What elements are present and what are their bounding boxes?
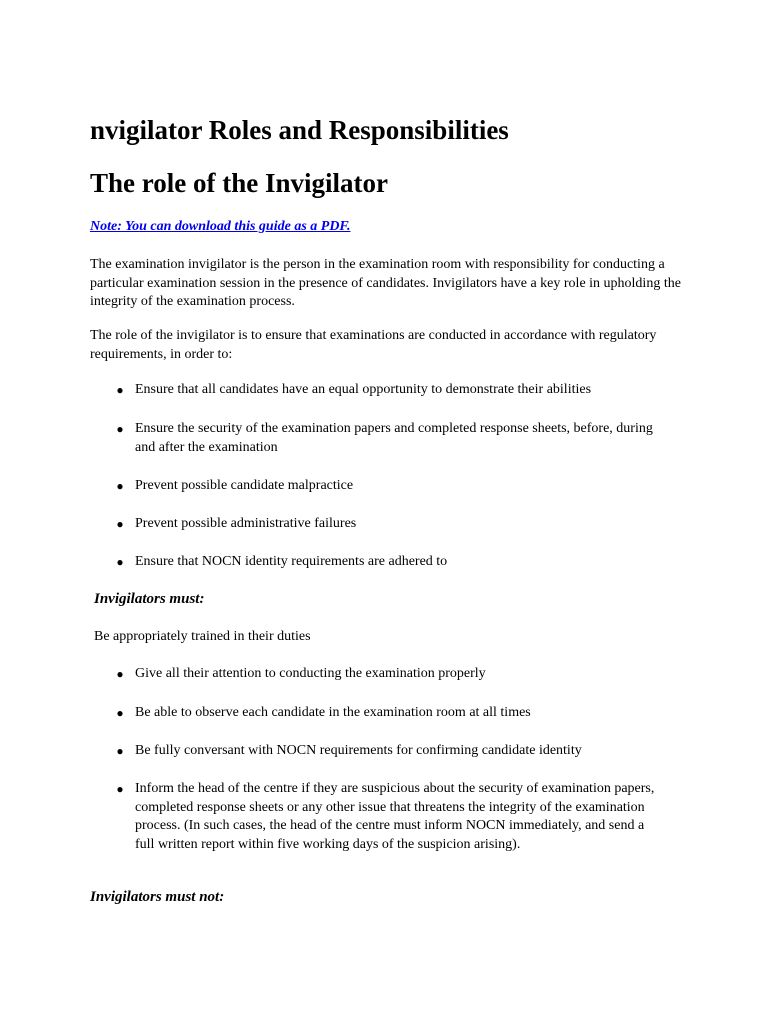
bullet-icon: ● bbox=[116, 667, 124, 681]
list-item: ● Be able to observe each candidate in the examination room at all times bbox=[90, 704, 690, 723]
list-item: ● Prevent possible candidate malpractice bbox=[90, 477, 690, 496]
list-item: ● Ensure the security of the examination papers and completed response sheets, before, during and after the examination bbox=[116, 421, 653, 455]
section-title: The role of the Invigilator bbox=[90, 168, 388, 198]
bullet-icon: ● bbox=[116, 479, 124, 493]
bullet-icon: ● bbox=[116, 555, 124, 569]
list-item: ● Ensure that NOCN identity requirements are adhered to bbox=[90, 553, 690, 572]
bullet-icon: ● bbox=[116, 706, 124, 720]
download-pdf-link[interactable]: Note: You can download this guide as a PDF. bbox=[90, 219, 351, 234]
bullet-icon: ● bbox=[116, 383, 124, 397]
must-not-heading: Invigilators must not: bbox=[90, 889, 225, 905]
list-item: ● Be fully conversant with NOCN requirements for confirming candidate identity bbox=[90, 742, 690, 761]
must-heading: Invigilators must: bbox=[94, 591, 205, 607]
bullet-icon: ● bbox=[116, 517, 124, 531]
list-item: ● Inform the head of the centre if they are suspicious about the security of examination papers, completed response sheets or any other issue that threatens the integrity of the examination process. (In such cases, the head of the centre must inform NOCN immediately, and send a full written report within five working days of the suspicion arising). bbox=[116, 781, 655, 852]
list-item: ● Prevent possible administrative failures bbox=[90, 515, 690, 534]
must-first-line: Be appropriately trained in their duties bbox=[94, 629, 311, 644]
role-paragraph: The role of the invigilator is to ensure that examinations are conducted in accordance with regulatory requirements, in order to: bbox=[90, 328, 657, 362]
bullet-icon: ● bbox=[116, 422, 124, 436]
list-item: ● Give all their attention to conducting the examination properly bbox=[90, 665, 690, 684]
bullet-icon: ● bbox=[116, 782, 124, 796]
page-title: nvigilator Roles and Responsibilities bbox=[90, 115, 509, 145]
bullet-icon: ● bbox=[116, 744, 124, 758]
list-item: ● Ensure that all candidates have an equal opportunity to demonstrate their abilities bbox=[90, 381, 690, 400]
intro-paragraph: The examination invigilator is the person in the examination room with responsibility for conducting a particular examination session in the presence of candidates. Invigilators have a key role in upholding the integrity of the examination process. bbox=[90, 257, 681, 309]
